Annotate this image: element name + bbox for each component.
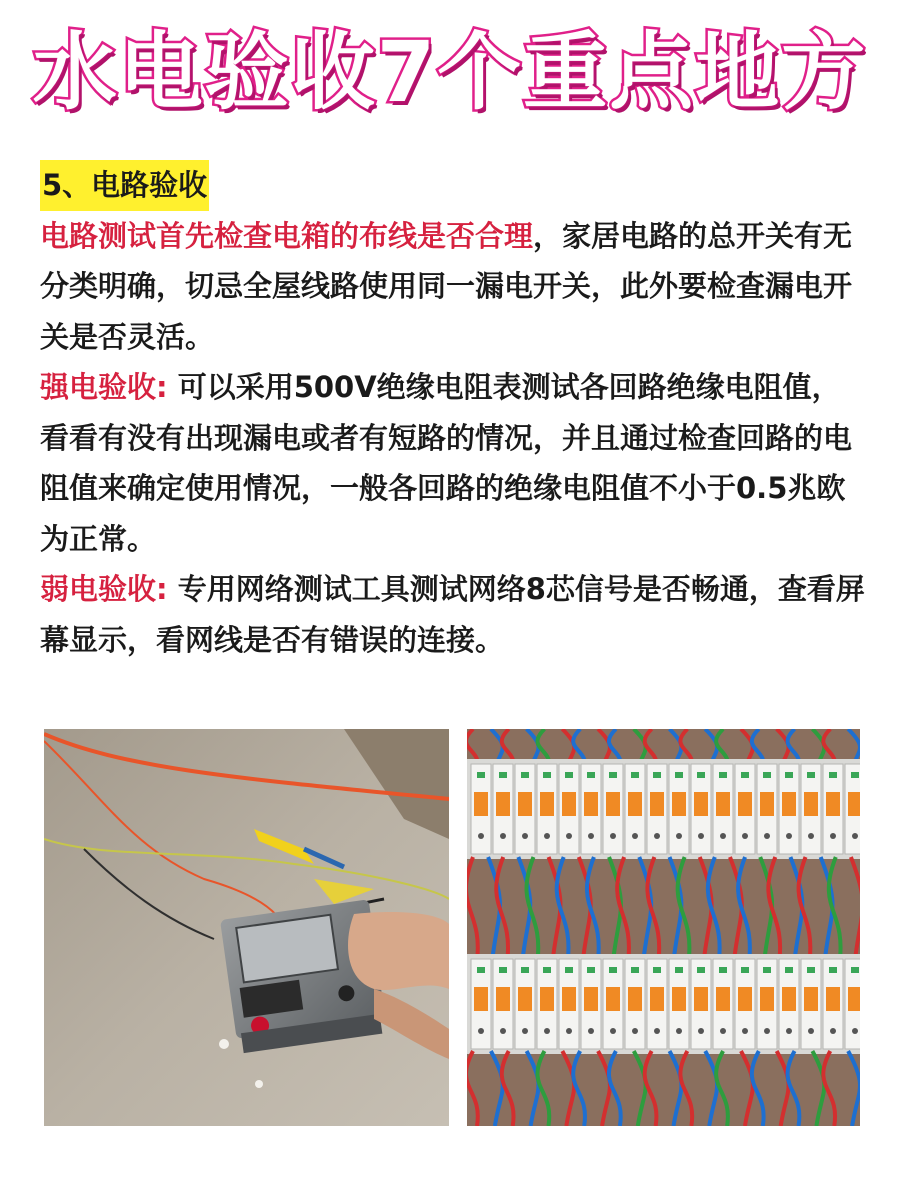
weak-current-text: 专用网络测试工具测试网络8芯信号是否畅通，查看屏幕显示，看网线是否有错误的连接。 [40,572,865,657]
insulation-tester-photo [44,729,449,1126]
weak-current-label: 弱电验收: [40,572,168,606]
section-heading [40,160,865,211]
strong-current-text: 可以采用500V绝缘电阻表测试各回路绝缘电阻值，看看有没有出现漏电或者有短路的情况，并且通过检查回路的电阻值来确定使用情况，一般各回路的绝缘电阻值不小于0.5兆欧为正常。 [40,370,853,556]
paragraph-circuit-check [40,211,865,363]
paragraph-strong-current [40,362,865,564]
breaker-panel-photo [467,729,860,1126]
highlight-text: 电路测试首先检查电箱的布线是否合理 [40,218,534,253]
paragraph-weak-current [40,564,865,665]
paragraph-text: ，家居电路的总开关有无分类明确，切忌全屋线路使用同一漏电开关，此外要检查漏电开关是否灵活。 [40,218,853,354]
section-title: 5、电路验收 [40,160,209,211]
page-title: 水电验收7个重点地方 [32,23,868,121]
photo-row [44,729,860,1126]
article-body [40,160,865,665]
strong-current-label: 强电验收: [40,370,168,404]
